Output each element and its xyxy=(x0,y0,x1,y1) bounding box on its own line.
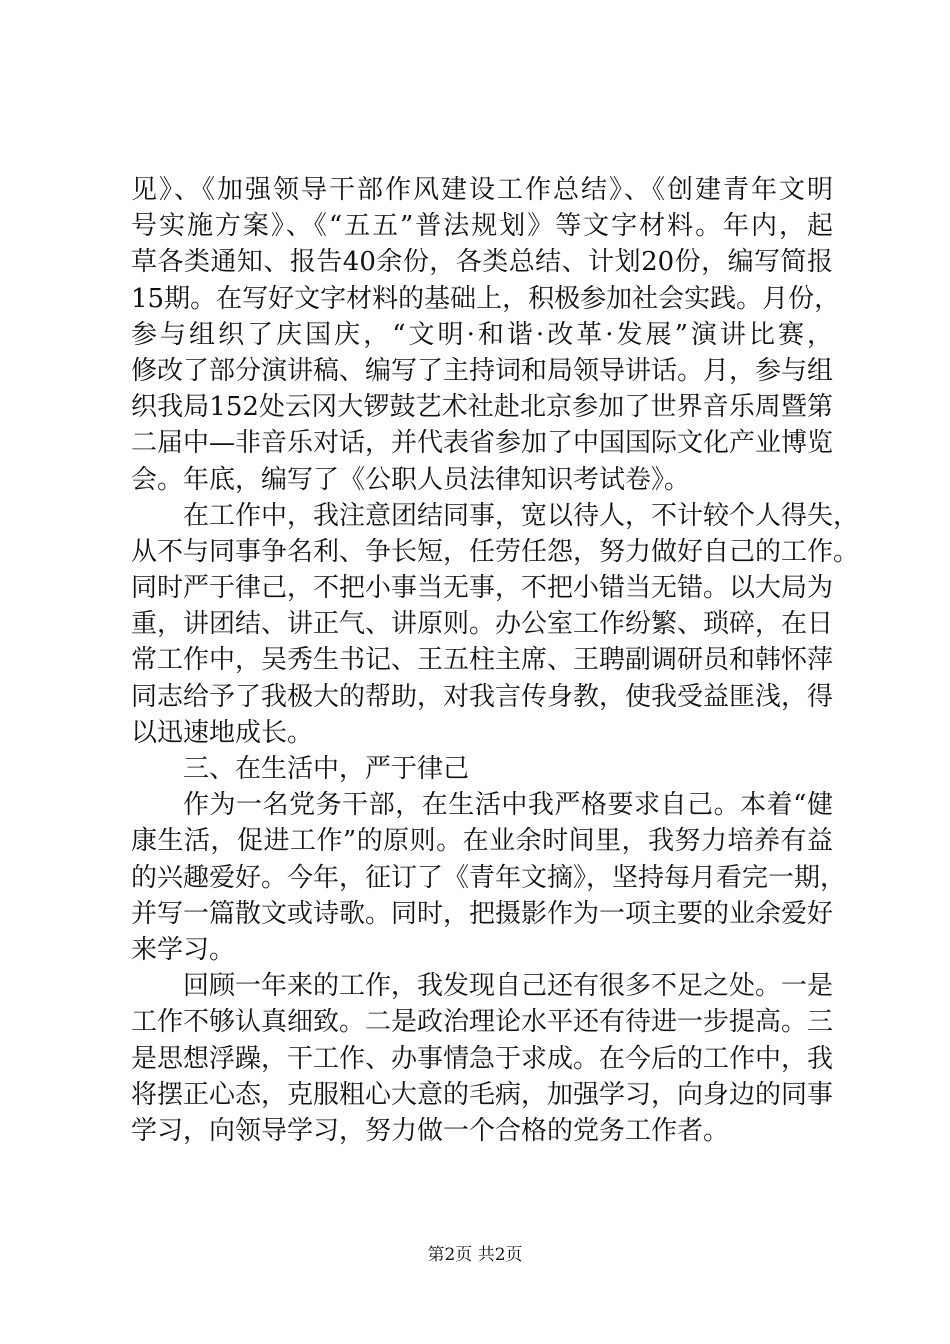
text-line: 将摆正心态，克服粗心大意的毛病，加强学习，向身边的同事 xyxy=(131,1079,834,1110)
text-line: 康生活，促进工作”的原则。在业余时间里，我努力培养有益 xyxy=(131,826,833,857)
text-line: 见》、《加强领导干部作风建设工作总结》、《创建青年文明 xyxy=(131,175,833,205)
text-line: 号实施方案》、《“五五”普法规划》等文字材料。年内，起 xyxy=(131,211,833,242)
text-line: 参与组织了庆国庆，“文明·和谐·改革·发展”演讲比赛， xyxy=(131,319,833,350)
text-line: 织我局152处云冈大锣鼓艺术社赴北京参加了世界音乐周暨第 xyxy=(131,392,833,423)
text-line: 从不与同事争名利、争长短，任劳任怨，努力做好自己的工作。 xyxy=(131,536,860,567)
body-text xyxy=(131,172,860,1149)
page-footer xyxy=(0,1244,950,1266)
section-heading: 三、在生活中，严于律己 xyxy=(183,754,470,784)
paragraph-start-line: 回顾一年来的工作，我发现自己还有很多不足之处。一是 xyxy=(183,971,834,1002)
text-line: 同志给予了我极大的帮助，对我言传身教，使我受益匪浅，得 xyxy=(131,681,834,712)
paragraph-start-line: 作为一名党务干部，在生活中我严格要求自己。本着“健 xyxy=(183,790,833,821)
text-line: 常工作中，吴秀生书记、王五柱主席、王聘副调研员和韩怀萍 xyxy=(131,645,834,676)
paragraph-start-line: 在工作中，我注意团结同事，宽以待人，不计较个人得失， xyxy=(183,500,860,531)
text-line: 重，讲团结、讲正气、讲原则。办公室工作纷繁、琐碎，在日 xyxy=(131,609,834,640)
text-line: 会。年底，编写了《公职人员法律知识考试卷》。 xyxy=(131,464,691,495)
text-line: 15期。在写好文字材料的基础上，积极参加社会实践。月份， xyxy=(131,283,841,314)
text-line: 以迅速地成长。 xyxy=(131,717,314,748)
text-line: 学习，向领导学习，努力做一个合格的党务工作者。 xyxy=(131,1115,730,1146)
text-line: 修改了部分演讲稿、编写了主持词和局领导讲话。月，参与组 xyxy=(131,355,834,386)
text-line: 来学习。 xyxy=(131,934,236,965)
text-line: 同时严于律己，不把小事当无事，不把小错当无错。以大局为 xyxy=(131,573,834,604)
text-line: 工作不够认真细致。二是政治理论水平还有待进一步提高。三 xyxy=(131,1007,834,1038)
text-line: 的兴趣爱好。今年，征订了《青年文摘》，坚持每月看完一期， xyxy=(131,862,847,893)
text-line: 并写一篇散文或诗歌。同时，把摄影作为一项主要的业余爱好 xyxy=(131,898,834,929)
text-line: 是思想浮躁，干工作、办事情急于求成。在今后的工作中，我 xyxy=(131,1043,834,1074)
text-line: 草各类通知、报告40余份，各类总结、计划20份，编写简报 xyxy=(131,247,833,278)
text-line: 二届中—非音乐对话，并代表省参加了中国国际文化产业博览 xyxy=(131,428,834,459)
page-number: 第2页 共2页 xyxy=(427,1245,523,1265)
